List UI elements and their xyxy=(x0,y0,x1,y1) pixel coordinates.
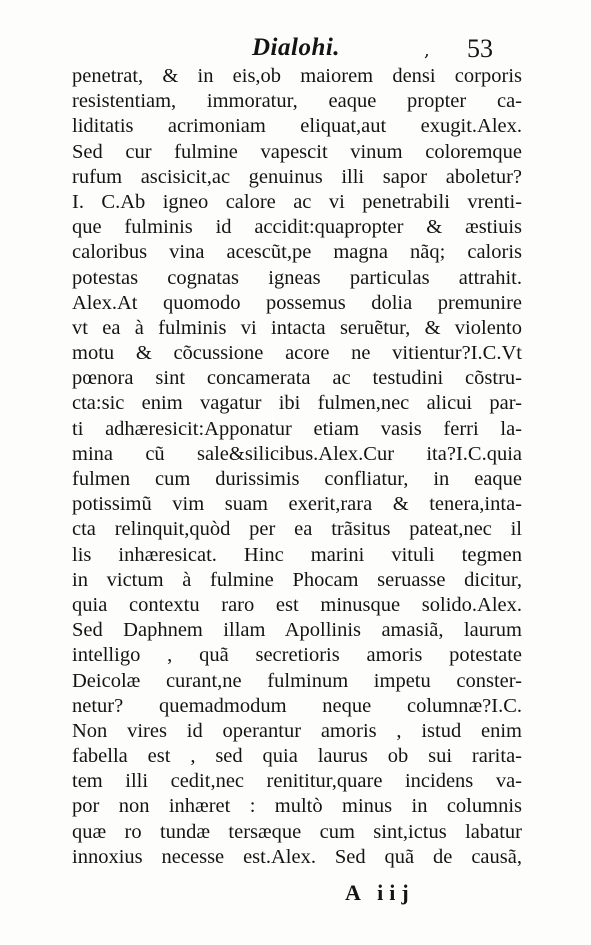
text-line: motu & cõcussione acore ne vitientur?I.C.Vt xyxy=(72,342,522,365)
text-line: lis inhæresicat. Hinc marini vituli tegmen xyxy=(72,543,522,566)
text-line: innoxius necesse est.Alex. Sed quã de causã, xyxy=(72,845,522,868)
text-line: Sed cur fulmine vapescit vinum coloremque xyxy=(72,140,522,163)
text-line: I. C.Ab igneo calore ac vi penetrabili vrenti- xyxy=(72,190,522,213)
text-line: netur? quemadmodum neque columnæ?I.C. xyxy=(72,694,522,717)
text-line: potissimũ vim suam exerit,rara & tenera,inta- xyxy=(72,493,522,516)
text-line: rufum ascisicit,ac genuinus illi sapor aboletur? xyxy=(72,165,522,188)
text-line: Non vires id operantur amoris , istud enim xyxy=(72,719,522,742)
text-line: caloribus vina acescũt,pe magna nãq; caloris xyxy=(72,241,522,264)
text-line: Deicolæ curant,ne fulminum impetu conster- xyxy=(72,669,522,692)
body-text xyxy=(72,64,522,870)
text-line: vt ea à fulminis vi intacta seruẽtur, & violento xyxy=(72,316,522,339)
running-head-mark: , xyxy=(424,40,430,61)
text-line: cta:sic enim vagatur ibi fulmen,nec alicui par- xyxy=(72,392,522,415)
text-line: cta relinquit,quòd per ea trãsitus pateat,nec il xyxy=(72,518,522,541)
page-number: 53 xyxy=(467,34,493,63)
text-line: por non inhæret : multò minus in columnis xyxy=(72,795,522,818)
text-line: ti adhæresicit:Apponatur etiam vasis ferri la- xyxy=(72,417,522,440)
signature-mark: A iij xyxy=(345,880,415,905)
text-line: intelligo , quã secretioris amoris potestate xyxy=(72,644,522,667)
text-line: resistentiam, immoratur, eaque propter ca- xyxy=(72,90,522,113)
text-line: penetrat, & in eis,ob maiorem densi corporis xyxy=(72,65,522,87)
text-line: que fulminis id accidit:quapropter & æstiuis xyxy=(72,216,522,239)
text-line: tem illi cedit,nec renititur,quare incidens va- xyxy=(72,770,522,793)
text-line: Sed Daphnem illam Apollinis amasiã, laurum xyxy=(72,619,522,642)
running-title: Dialohi. xyxy=(252,34,341,61)
text-line: in victum à fulmine Phocam seruasse dicitur, xyxy=(72,568,522,591)
text-line: liditatis acrimoniam eliquat,aut exugit.Alex. xyxy=(72,115,522,138)
text-line: mina cũ sale&silicibus.Alex.Cur ita?I.C.quia xyxy=(72,442,522,465)
text-line: quæ ro tundæ tersæque cum sint,ictus labatur xyxy=(72,820,522,843)
text-line: fabella est , sed quia laurus ob sui rarita- xyxy=(72,745,522,768)
text-line: quia contextu raro est minusque solido.Alex. xyxy=(72,593,522,616)
text-line: fulmen cum durissimis confliatur, in eaque xyxy=(72,468,522,490)
text-line: potestas cognatas igneas particulas attrahit. xyxy=(72,266,522,289)
running-head xyxy=(0,26,591,66)
text-line: pœnora sint concamerata ac testudini cõstru- xyxy=(72,367,522,390)
text-line: Alex.At quomodo possemus dolia premunire xyxy=(72,291,522,314)
